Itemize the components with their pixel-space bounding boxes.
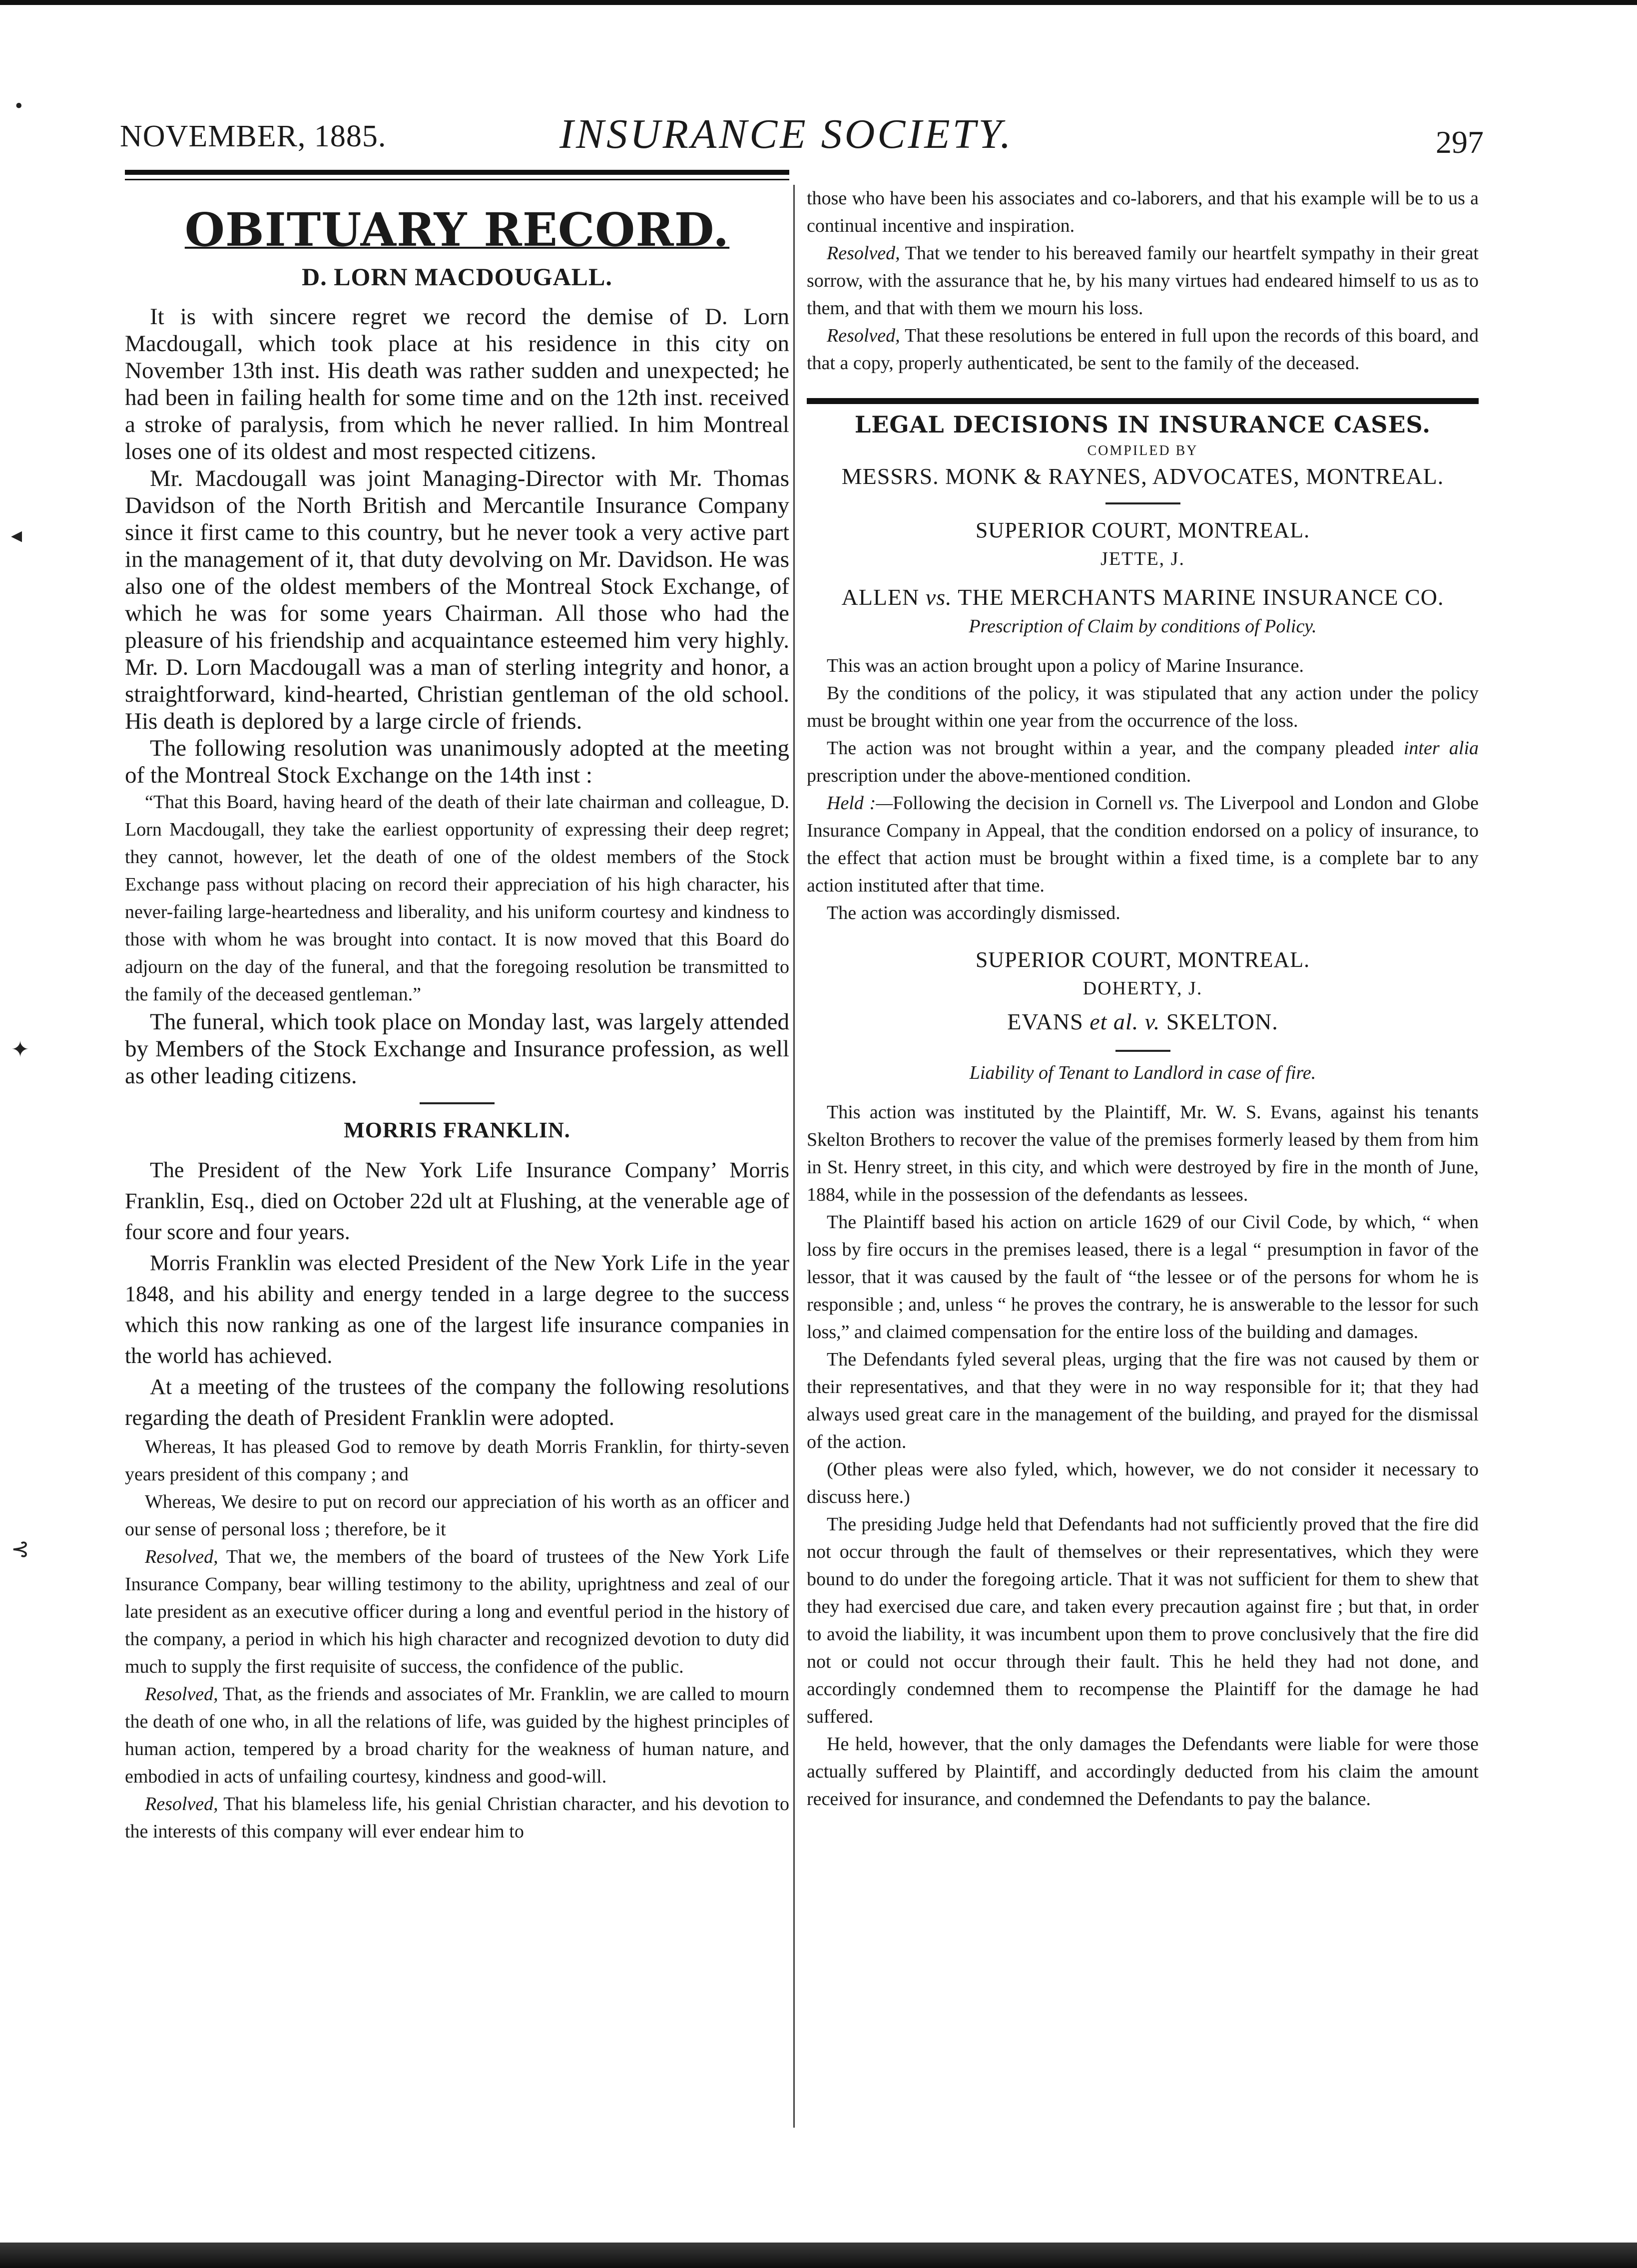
case2-paragraph: The Plaintiff based his action on article 1629 of our Civil Code, by which, “ when loss by fire occurs in the premises leased, there is a legal “ presumption in favor of the lessor, that it was caused by the fault of “the lessee or of the persons for whom he is responsible ; and, unless “ he proves the contrary, he is answerable to the lessor for such loss,” and claimed compensation for the entire loss of the building and damages. (807, 1212, 1479, 1343)
case2-paragraph: The presiding Judge held that Defendants had not sufficiently proved that the fire did not occur through the fault of themselves or their representatives, which they were bound to do under the foregoing article. That it was not sufficient for them to shew that they had exercised due care, and taken every precaution against fire ; but that, in order to avoid the liability, it was incumbent upon them to prove conclusively that the fire did not or could not occur through their fault. This he held they had not done, and accordingly condemned them to recompense the Plaintiff for the damage he had suffered. (807, 1514, 1479, 1727)
case2-plaintiff: EVANS (1007, 1009, 1084, 1034)
case1-judge: JETTE, J. (1100, 548, 1185, 569)
margin-mark: • (15, 93, 23, 118)
case2-body (807, 1099, 1479, 1813)
case1-versus: vs. (925, 584, 952, 610)
column-divider (793, 185, 795, 2128)
case2-versus: v. (1144, 1009, 1160, 1034)
franklin-resolutions-continued (807, 185, 1479, 377)
case2-subject: Liability of Tenant to Landlord in case of fire. (969, 1062, 1316, 1083)
case2-paragraph: The Defendants fyled several pleas, urging that the fire was not caused by them or their representatives, and that they were in no way responsible for it; that they had always used great care in the management of the building, and prayed for the dismissal of the action. (807, 1349, 1479, 1452)
issue-date: NOVEMBER, 1885. (120, 119, 387, 153)
left-column (125, 192, 789, 1845)
resolved-text: That his blameless life, his genial Christian character, and his devotion to the interests of this company will ever endear him to (125, 1794, 789, 1842)
case2-court: SUPERIOR COURT, MONTREAL. (975, 947, 1310, 972)
case1-parties (807, 584, 1479, 610)
margin-mark: ⊰ (11, 1537, 29, 1561)
resolved-text: That, as the friends and associates of Mr. Franklin, we are called to mourn the death of one who, in all the relations of life, was guided by the highest principles of human action, tempered by a broad charity for the weakness of human nature, and embodied in acts of unfailing courtesy, kindness and good-will. (125, 1684, 789, 1787)
case2-judge: DOHERTY, J. (1083, 978, 1203, 999)
resolved-continuation: those who have been his associates and co-laborers, and that his example will be to us a continual incentive and inspiration. (807, 188, 1479, 236)
resolution-text: “That this Board, having heard of the death of their late chairman and colleague, D. Lorn Macdougall, they take the earliest opportunity of expressing their deep regret; they cannot, however, let the death of one of the oldest members of the Stock Exchange pass without placing on record their appreciation of his high character, his never-failing large-heartedness and liberality, and his uniform courtesy and kindness to those with whom he was brought into contact. It is now moved that this Board do adjourn on the day of the funeral, and that the foregoing resolution be transmitted to the family of the deceased gentleman.” (125, 792, 789, 1005)
case2-defendant: SKELTON. (1166, 1009, 1278, 1034)
section-rule (1115, 1050, 1170, 1052)
case1-paragraph: By the conditions of the policy, it was stipulated that any action under the policy must be brought within one year from the occurrence of the loss. (807, 683, 1479, 731)
case1-paragraph (807, 735, 1479, 790)
resolved-label: Resolved, (827, 243, 900, 264)
case1-versus: vs. (1158, 793, 1179, 814)
franklin-article (125, 1155, 789, 1433)
case1-court: SUPERIOR COURT, MONTREAL. (975, 518, 1310, 542)
macdougall-paragraph: The following resolution was unanimously adopted at the meeting of the Montreal Stock Exchange on the 14th inst : (125, 735, 789, 788)
resolved-label: Resolved, (145, 1684, 218, 1705)
publication-title: INSURANCE SOCIETY. (559, 111, 1014, 157)
case2-paragraph: He held, however, that the only damages the Defendants were liable for were those actually suffered by Plaintiff, and accordingly deducted from his claim the amount received for insurance, and condemned the Defendants to pay the balance. (807, 1734, 1479, 1810)
case1-plaintiff: ALLEN (841, 584, 920, 610)
section-heavy-rule (807, 398, 1479, 404)
case1-paragraph: The action was accordingly dismissed. (827, 903, 1120, 923)
case2-et-al: et al. (1090, 1009, 1139, 1034)
case1-subject: Prescription of Claim by conditions of Policy. (969, 616, 1317, 637)
case1-paragraph: This was an action brought upon a policy of Marine Insurance. (827, 655, 1304, 676)
resolved-paragraph (125, 1791, 789, 1845)
resolved-paragraph (125, 1681, 789, 1791)
resolved-paragraph (125, 1543, 789, 1681)
legal-decisions-heading: LEGAL DECISIONS IN INSURANCE CASES. (854, 411, 1431, 438)
page-header (120, 110, 1484, 170)
resolved-text: That we tender to his bereaved family our heartfelt sympathy in their great sorrow, with the assurance that he, by his many virtues had endeared himself to us as to them, and that with them we mourn his loss. (807, 243, 1479, 319)
franklin-heading: MORRIS FRANKLIN. (344, 1118, 570, 1142)
section-rule (1105, 502, 1180, 504)
case2-paragraph: (Other pleas were also fyled, which, however, we do not consider it necessary to discuss here.) (807, 1459, 1479, 1507)
whereas-paragraph: Whereas, It has pleased God to remove by death Morris Franklin, for thirty-seven years president of this company ; and (125, 1436, 789, 1485)
case1-text: Following the decision in Cornell (893, 793, 1153, 814)
header-rule (125, 170, 789, 175)
macdougall-paragraph: It is with sincere regret we record the demise of D. Lorn Macdougall, which took place at his residence in this city on November 13th inst. His death was rather sudden and unexpected; he had been in failing health for some time and on the 12th inst. received a stroke of paralysis, from which he never rallied. In him Montreal loses one of its oldest and most respected citizens. (125, 304, 789, 464)
compilers-line: MESSRS. MONK & RAYNES, ADVOCATES, MONTREAL. (841, 463, 1444, 489)
franklin-resolutions (125, 1433, 789, 1845)
franklin-paragraph: Morris Franklin was elected President of the New York Life in the year 1848, and his ability and energy tended in a large degree to the success which this now ranking as one of the largest life insurance companies in the world has achieved. (125, 1251, 789, 1368)
compiled-by-label: COMPILED BY (1087, 443, 1198, 458)
funeral-note-block (125, 1008, 789, 1089)
macdougall-heading: D. LORN MACDOUGALL. (302, 263, 612, 291)
page-number: 297 (1436, 124, 1484, 160)
resolved-text: That we, the members of the board of trustees of the New York Life Insurance Company, bear willing testimony to the ability, uprightness and zeal of our late president as an executive officer during a long and eventful period in the history of the company, a period in which his high character and recognized devotion to duty did much to supply the first requisite of success, the confidence of the public. (125, 1546, 789, 1677)
resolved-label: Resolved, (145, 1794, 218, 1814)
resolved-text: That these resolutions be entered in full upon the records of this board, and that a copy, properly authenticated, be sent to the family of the deceased. (807, 325, 1479, 374)
margin-mark: ✦ (11, 1037, 29, 1062)
obituary-title: OBITUARY RECORD. (184, 203, 730, 257)
case2-paragraph: This action was instituted by the Plaintiff, Mr. W. S. Evans, against his tenants Skelton Brothers to recover the value of the premises formerly leased by them from him in St. Henry street, in this city, and which were destroyed by fire in the month of June, 1884, while in the possession of the defendants as lessees. (807, 1102, 1479, 1205)
resolved-label: Resolved, (827, 325, 900, 346)
resolved-label: Resolved, (145, 1546, 218, 1567)
franklin-paragraph: At a meeting of the trustees of the company the following resolutions regarding the death of President Franklin were adopted. (125, 1374, 789, 1430)
resolved-paragraph (807, 322, 1479, 377)
case1-defendant: THE MERCHANTS MARINE INSURANCE CO. (958, 584, 1444, 610)
resolved-paragraph (807, 240, 1479, 322)
section-rule (420, 1102, 495, 1104)
stock-exchange-resolution (125, 789, 789, 1008)
case2-parties (807, 1008, 1479, 1035)
page-bottom-edge (0, 2243, 1637, 2268)
macdougall-paragraph: Mr. Macdougall was joint Managing-Director with Mr. Thomas Davidson of the North British and Mercantile Insurance Company since it first came to this country, but he never took a very active part in the management of it, that duty devolving on Mr. Davidson. He was also one of the oldest members of the Montreal Stock Exchange, of which he was for some years Chairman. All those who had the pleasure of his friendship and acquaintance esteemed him very highly. Mr. D. Lorn Macdougall was a man of sterling integrity and honor, a straightforward, kind-hearted, Christian gentleman of the old school. His death is deplored by a large circle of friends. (125, 465, 789, 734)
margin-mark: ◂ (11, 523, 22, 547)
page-top-edge (0, 0, 1637, 5)
macdougall-article (125, 303, 789, 789)
whereas-paragraph: Whereas, We desire to put on record our appreciation of his worth as an officer and our sense of personal loss ; therefore, be it (125, 1491, 789, 1540)
case1-latin-term: inter alia (1403, 738, 1479, 759)
funeral-paragraph: The funeral, which took place on Monday last, was largely attended by Members of the Stock Exchange and Insurance profession, as well as other leading citizens. (125, 1009, 789, 1089)
held-label: Held :— (827, 793, 893, 814)
header-rule-thin (125, 179, 789, 180)
right-column (807, 185, 1479, 1813)
case1-text: prescription under the above-mentioned condition. (807, 765, 1191, 786)
case1-text: The action was not brought within a year, and the company pleaded (827, 738, 1394, 759)
case1-text: The Liverpool and London and Globe Insurance Company in Appeal, that the condition endorsed on a policy of insurance, to the effect that action must be brought within a fixed time, is a complete bar to any action instituted after that time. (807, 793, 1479, 896)
franklin-paragraph: The President of the New York Life Insurance Company’ Morris Franklin, Esq., died on October 22d ult at Flushing, at the venerable age of four score and four years. (125, 1158, 789, 1244)
case1-held-paragraph (807, 790, 1479, 900)
case1-body (807, 652, 1479, 927)
